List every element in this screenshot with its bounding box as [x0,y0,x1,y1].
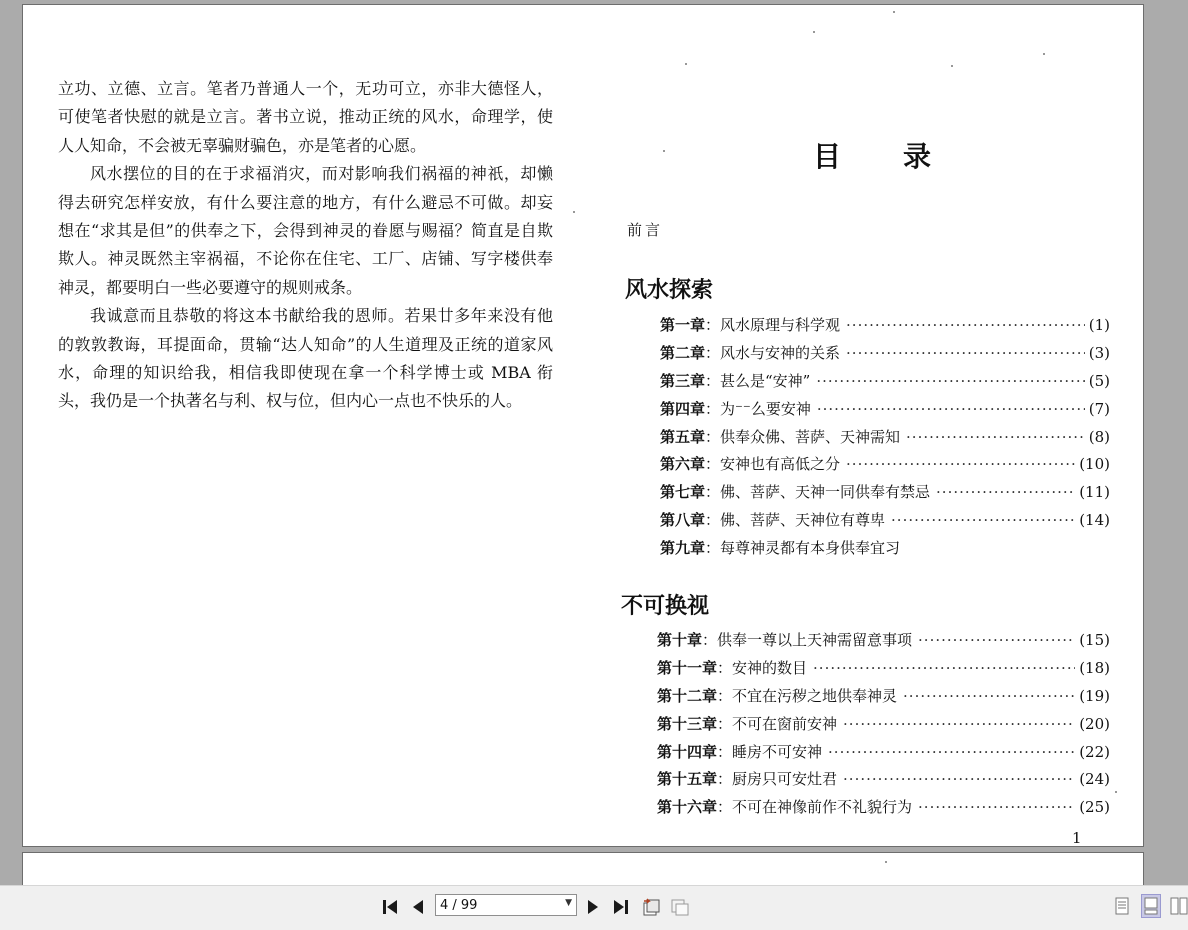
chapter-title: ：不可在窗前安神 [717,714,838,733]
page-ref: (14) [1079,511,1110,530]
toc-section-list [660,314,1110,565]
chapter-number: 第十一章 [657,658,718,677]
scan-speck [885,861,887,863]
scan-speck [893,11,895,13]
viewer-toolbar [0,885,1188,930]
leader-dots [906,428,1085,446]
page-ref: (20) [1079,714,1110,733]
chapter-title: ：风水与安神的关系 [705,343,841,362]
page-number: 1 [1072,829,1082,847]
page-ref: (5) [1088,371,1110,390]
toc-section-list [657,629,1110,824]
paragraph: 风水摆位的目的在于求福消灾，而对影响我们祸福的神祇，却懒得去研究怎样安放，有什么要注意的地方，有什么避忌不可做。却妄想在“求其是但”的供奉之下，会得到神灵的眷愿与赐福？简直是自欺欺人。神灵既然主宰祸福，不论你在住宅、工厂、店铺、写字楼供奉神灵，都要明白一些必要遵守的规则戒条。 [58,164,553,297]
document-page [22,4,1144,847]
chapter-number: 第二章 [660,343,706,362]
chapter-title: ：每尊神灵都有本身供奉宜习 [705,539,901,558]
toc-entry [660,509,1110,537]
chapter-number: 第八章 [660,511,706,530]
chapter-number: 第十五章 [657,770,718,789]
last-page-icon[interactable] [611,896,631,918]
next-document-page [22,852,1144,885]
chapter-number: 第十四章 [657,742,718,761]
toc-entry [660,537,1110,565]
toc-entry [660,453,1110,481]
leader-dots [903,687,1075,705]
page-indicator: 4 / 99 [440,897,478,913]
preface-text-column [58,75,553,416]
leader-dots [843,715,1075,733]
chapter-title: ：睡房不可安神 [717,742,823,761]
chapter-title: ：甚么是“安神” [705,371,811,390]
toc-entry [657,741,1110,769]
leader-dots [816,372,1084,390]
leader-dots [813,659,1075,677]
toc-entry [657,685,1110,713]
scan-speck [663,150,665,152]
facing-pages-view-icon[interactable] [1169,894,1188,918]
paragraph: 我诚意而且恭敬的将这本书献给我的恩师。若果廿多年来没有他的敦敦教诲，耳提面命，贯输“达人知命”的人生道理及正统的道家风水，命理的知识给我，相信我即使现在拿一个科学博士或 MBA 衔头，我仍是一个执著名与利、权与位，但内心一点也不快乐的人。 [58,306,553,411]
toc-entry [657,768,1110,796]
chapter-title: ：佛、菩萨、天神一同供奉有禁忌 [705,483,931,502]
leader-dots [936,483,1075,501]
toc-entry [657,657,1110,685]
scan-speck [685,63,687,65]
toc-entry [660,370,1110,398]
page-ref: (24) [1079,770,1110,789]
chapter-number: 第六章 [660,455,706,474]
chapter-title: ：供奉众佛、菩萨、天神需知 [705,427,901,446]
chapter-number: 第三章 [660,371,706,390]
page-number-select[interactable] [435,894,577,916]
leader-dots [891,511,1075,529]
page-ref: (25) [1079,798,1110,817]
page-ref: (15) [1079,631,1110,649]
toc-entry [660,398,1110,426]
toc-title: 目录 [813,140,994,173]
chapter-number: 第十二章 [657,686,718,705]
chapter-title: ：安神的数目 [717,658,808,677]
paragraph: 立功、立德、立言。笔者乃普通人一个，无功可立，亦非大德怪人，可使笔者快慰的就是立言。著书立说，推动正统的风水，命理学，使人人知命，不会被无辜骗财骗色，亦是笔者的心愿。 [58,79,553,155]
fit-page-icon[interactable] [670,896,690,918]
page-ref: (18) [1079,658,1110,677]
chapter-title: ：不可在神像前作不礼貌行为 [717,798,913,817]
chapter-title: ：风水原理与科学观 [705,316,841,334]
next-page-icon[interactable] [583,896,603,918]
scan-speck [573,211,575,213]
toc-entry [657,796,1110,824]
leader-dots [846,455,1075,473]
chapter-number: 第十六章 [657,798,718,817]
chapter-title: ：为⁻⁻么要安神 [705,399,811,418]
leader-dots [918,631,1075,649]
chapter-number: 第十章 [657,631,703,649]
chapter-number: 第九章 [660,539,706,558]
toc-preface-entry: 前言 [627,221,664,239]
chapter-number: 第一章 [660,316,706,334]
chapter-number: 第四章 [660,399,706,418]
page-ref: (8) [1088,427,1110,446]
previous-page-icon[interactable] [408,896,428,918]
toc-entry [657,629,1110,657]
leader-dots [918,798,1075,816]
chapter-number: 第五章 [660,427,706,446]
leader-dots [846,344,1085,362]
toc-section-heading: 不可换视 [621,593,710,619]
toc-entry [660,314,1110,342]
single-page-view-icon[interactable] [1112,894,1132,918]
chapter-title: ：供奉一尊以上天神需留意事项 [702,631,913,649]
chapter-title: ：佛、菩萨、天神位有尊卑 [705,511,886,530]
chevron-down-icon: ▼ [565,898,572,908]
page-ref: (11) [1079,483,1110,502]
chapter-number: 第十三章 [657,714,718,733]
toc-entry [660,481,1110,509]
page-ref: (10) [1079,455,1110,474]
leader-dots [846,316,1085,334]
chapter-title: ：不宜在污秽之地供奉神灵 [717,686,898,705]
leader-dots [817,400,1085,418]
page-ref: (1) [1088,316,1110,334]
page-ref: (7) [1088,399,1110,418]
leader-dots [843,770,1075,788]
first-page-icon[interactable] [380,896,400,918]
toc-entry [660,426,1110,454]
leader-dots [828,743,1075,761]
scan-speck [813,31,815,33]
toc-entry [660,342,1110,370]
page-ref: (22) [1079,742,1110,761]
toc-entry [657,713,1110,741]
continuous-view-icon[interactable] [1141,894,1161,918]
scan-speck [1043,53,1045,55]
scan-speck [951,65,953,67]
chapter-title: ：安神也有高低之分 [705,455,841,474]
page-ref: (19) [1079,686,1110,705]
chapter-number: 第七章 [660,483,706,502]
chapter-title: ：厨房只可安灶君 [717,770,838,789]
toc-section-heading: 风水探索 [625,277,714,303]
rotate-icon[interactable] [641,896,661,918]
scan-speck [1115,791,1117,793]
page-ref: (3) [1088,343,1110,362]
